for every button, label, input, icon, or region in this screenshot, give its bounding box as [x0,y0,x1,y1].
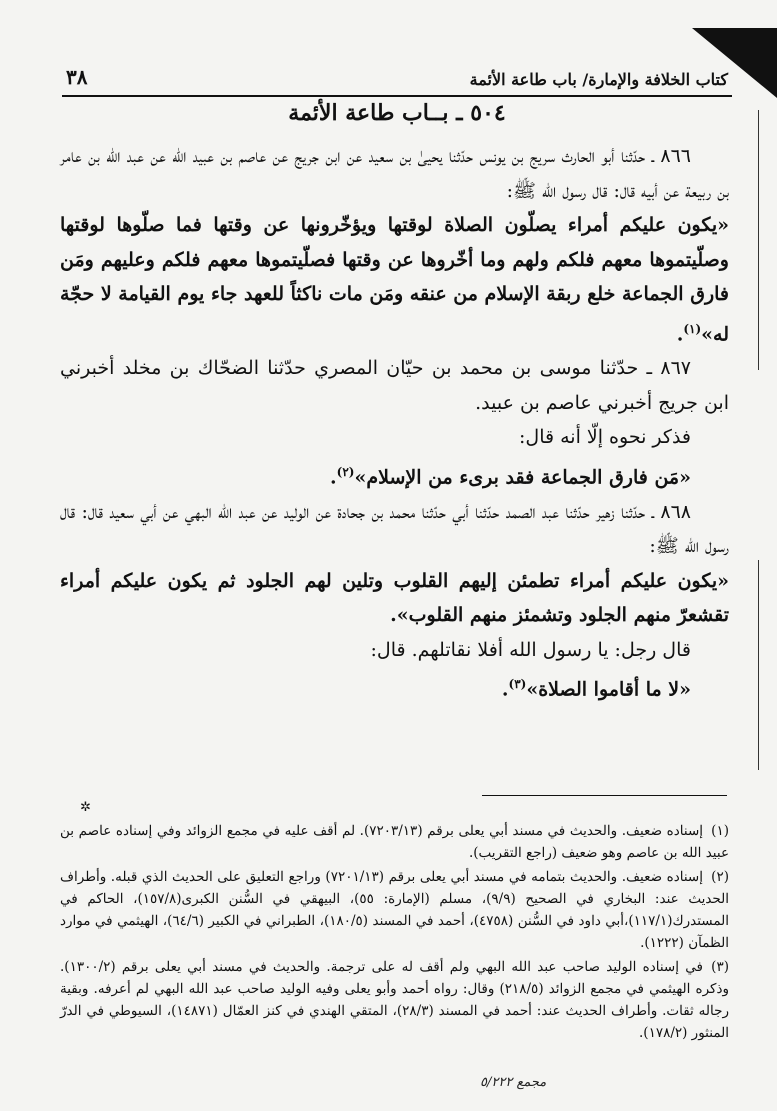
running-title: كتاب الخلافة والإمارة/ باب طاعة الأئمة [469,70,728,89]
hadith-868-answer: «لا ما أقاموا الصلاة»$^{(٣)}$. [501,677,691,701]
hadith-866-chain: ٨٦٦ ـ حدّثنا أبو الحارث سريج بن يونس حدّثنا يحيىٰ بن سعيد عن ابن جريج عن عاصم بن عبيد الله عن عبد الله بن عامر بن ربيعة عن أبيه قال: قال رسول الله ﷺ: [60,145,729,202]
star-mark: ✲ [80,800,91,815]
footnote-text: إسناده ضعيف. والحديث بتمامه في مسند أبي يعلى برقم (٧٢٠١/١٣) وراجع التعليق على الحديث الذي قبله. وأطراف الحديث عند: البخاري في الصحيح (٩/٩)، مسلم (الإمارة: ٥٥)، البيهقي في السُّنن الكبرى(١٥٧/٨)، الحاكم في المستدرك(١١٧/١)،أبي داود في السُّنن (٤٧٥٨)، أحمد في المسند (١٨٠/٥)، الطبراني في الكبير (٦٤/٦)، الهيثمي في موارد الظمآن (١٢٢٢). [60,869,730,951]
hadith-867-matn-text: «مَن فارق الجماعة فقد برىء من الإسلام» [354,466,691,489]
handwritten-note: مجمع ٥/٢٢٢ [480,1075,547,1090]
hadith-868-chain: ٨٦٨ ـ حدّثنا زهير حدّثنا عبد الصمد حدّثنا أبي حدّثنا محمد بن جحادة عن الوليد عن عبد الله البهي عن أبي سعيد قال: قال رسول الله ﷺ: [60,500,729,558]
footnote-text: في إسناده الوليد صاحب عبد الله البهي ولم أقف له على ترجمة. والحديث في مسند أبي يعلى برقم (١٣٠٠/٢). وذكره الهيثمي في مجمع الزوائد (٢١٨/٥) وقال: رواه أحمد وأبو يعلى وفيه الوليد صاحب عبد الله البهي لم أعرفه. وبقية رجاله ثقات. وأطراف الحديث عند: أحمد في المسند (٢٨/٣)، المتقي الهندي في كنز العمّال (١٤٨٧١)، السيوطي في الدرّ المنثور (١٧٨/٢). [60,959,730,1041]
footnote-ref-1: (١) [683,321,702,336]
hadith-867-note: فذكر نحوه إلّا أنه قال: [518,426,691,449]
footnote-number: (٢) [711,869,729,885]
hadith-867-chain: ٨٦٧ ـ حدّثنا موسى بن محمد بن حيّان المصري حدّثنا الضحّاك بن مخلد أخبرني ابن جريج أخبرني عاصم بن عبيد. [60,357,729,414]
footnotes [60,820,729,1046]
scan-edge-line [758,560,759,770]
hadith-868-matn: «يكون عليكم أمراء تطمئن إليهم القلوب وتلين لهم الجلود ثم يكون عليكم أمراء تقشعرّ منهم الجلود وتشمئز منهم القلوب». [60,569,729,627]
scan-edge-line [758,110,759,370]
page-number: ٣٨ [66,65,88,89]
hadith-867-matn: «مَن فارق الجماعة فقد برىء من الإسلام»$^{(٢)}$. [330,464,691,489]
footnote-ref-2: (٢) [336,464,355,479]
hadith-866-matn: «يكون عليكم أمراء يصلّون الصلاة لوقتها ويؤخّرونها عن وقتها فما صلّوها لوقتها وصلّيتموها معهم فلكم ولهم وما أخّروها عن وقتها فصلّيتموها معهم فلكم وعليهم ومَن فارق الجماعة خلع ربقة الإسلام من عنقه ومَن مات ناكثاً للعهد جاء يوم القيامة لا حجّة له»$^{(١)}$. [60,214,729,345]
footnote-3 [60,956,729,1044]
footnote-number: (٣) [711,959,729,975]
main-text [60,139,729,707]
footnote-1 [60,820,729,864]
footnote-text: إسناده ضعيف. والحديث في مسند أبي يعلى برقم (٧٢٠٣/١٣). لم أقف عليه في مجمع الزوائد وفي إسناده عاصم بن عبيد الله بن عاصم وهو ضعيف (راجع التقريب). [60,823,729,861]
hadith-868-answer-text: «لا ما أقاموا الصلاة» [526,678,691,701]
footnote-number: (١) [711,823,729,839]
hadith-866-matn-text: «يكون عليكم أمراء يصلّون الصلاة لوقتها ويؤخّرونها عن وقتها فما صلّوها لوقتها وصلّيتموها معهم فلكم ولهم وما أخّروها عن وقتها فصلّيتموها معهم فلكم وعليهم ومَن فارق الجماعة خلع ربقة الإسلام من عنقه ومَن مات ناكثاً للعهد جاء يوم القيامة لا حجّة له» [60,214,729,345]
footnote-separator [482,795,727,796]
hadith-868-question: قال رجل: يا رسول الله أفلا نقاتلهم. قال: [370,638,691,661]
running-header [62,55,732,97]
chapter-title: ٥٠٤ ـ بــاب طاعة الأئمة [288,100,506,126]
footnote-ref-3: (٣) [508,677,527,692]
footnote-2 [60,866,729,954]
